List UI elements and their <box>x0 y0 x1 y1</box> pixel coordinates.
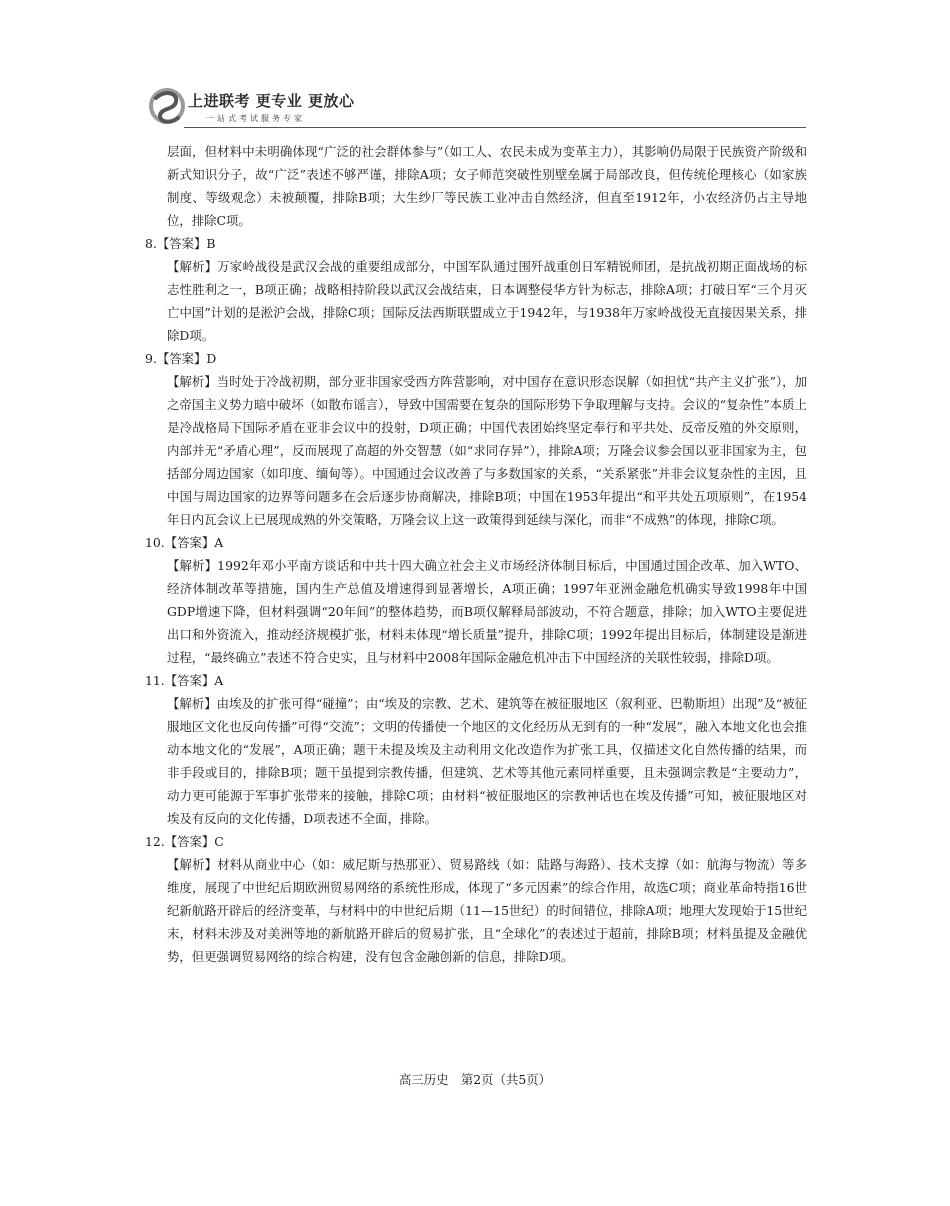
answer-line: 10.【答案】A <box>145 535 224 550</box>
analysis-paragraph: 【解析】材料从商业中心（如：威尼斯与热那亚）、贸易路线（如：陆路与海路）、技术支撑（如：航海与物流）等多维度，展现了中世纪后期欧洲贸易网络的系统性形成，体现了“多元因素”的综合作用，故选C项；商业革命特指16世纪新航路开辟后的经济变革，与材料中的中世纪后期（11—15世纪）的时间错位，排除A项；地理大发现始于15世纪末，材料未涉及对美洲等地的新航路开辟后的贸易扩张，且“全球化”的表述过于超前，排除B项；材料虽提及金融优势，但更强调贸易网络的综合构建，没有包含金融创新的信息，排除D项。 <box>167 857 807 964</box>
page-header <box>148 82 808 132</box>
question-12 <box>145 830 807 968</box>
question-9 <box>145 347 807 531</box>
intro-paragraph: 层面，但材料中未明确体现“广泛的社会群体参与”（如工人、农民未成为变革主力），其影响仍局限于民族资产阶级和新式知识分子，故“广泛”表述不够严谨，排除A项；女子师范突破性别壁垒属于局部改良，但传统伦理核心（如家族制度、等级观念）未被颠覆，排除B项；大生纱厂等民族工业冲击自然经济，但直至1912年，小农经济仍占主导地位，排除C项。 <box>167 144 807 228</box>
analysis-paragraph: 【解析】由埃及的扩张可得“碰撞”；由“埃及的宗教、艺术、建筑等在被征服地区（叙利亚、巴勒斯坦）出现”及“被征服地区文化也反向传播”可得“交流”；文明的传播使一个地区的文化经历从无到有的一种“发展”，融入本地文化也会推动本地文化的“发展”，A项正确；题干未提及埃及主动利用文化改造作为扩张工具，仅描述文化自然传播的结果，而非手段或目的，排除B项；题干虽提到宗教传播，但建筑、艺术等其他元素同样重要，且未强调宗教是“主要动力”，动力更可能源于军事扩张带来的接触，排除C项；由材料“被征服地区的宗教神话也在埃及传播”可知，被征服地区对埃及有反向的文化传播，D项表述不全面，排除。 <box>167 696 807 826</box>
answer-content <box>145 140 807 968</box>
answer-line: 12.【答案】C <box>145 834 224 849</box>
page-footer: 高三历史 第2页（共5页） <box>398 1072 552 1087</box>
logo-icon <box>148 84 186 128</box>
analysis-paragraph: 【解析】当时处于冷战初期，部分亚非国家受西方阵营影响，对中国存在意识形态误解（如担忧“共产主义扩张”），加之帝国主义势力暗中破坏（如散布谣言），导致中国需要在复杂的国际形势下争取理解与支持。会议的“复杂性”本质上是冷战格局下国际矛盾在亚非会议中的投射，D项正确；中国代表团始终坚定奉行和平共处、反帝反殖的外交原则，内部并无“矛盾心理”，反而展现了高超的外交智慧（如“求同存异”），排除A项；万隆会议参会国以亚非国家为主，包括部分周边国家（如印度、缅甸等）。中国通过会议改善了与多数国家的关系，“关系紧张”并非会议复杂性的主因，且中国与周边国家的边界等问题多在会后逐步协商解决，排除B项；中国在1953年提出“和平共处五项原则”，在1954年日内瓦会议上已展现成熟的外交策略，万隆会议上这一政策得到延续与深化，而非“不成熟”的体现，排除C项。 <box>167 374 807 527</box>
brand-subslogan: 一站式考试服务专家 <box>206 114 305 123</box>
header-divider <box>184 127 806 128</box>
answer-line: 8.【答案】B <box>145 236 216 251</box>
question-11 <box>145 669 807 830</box>
brand-slogan: 上进联考 更专业 更放心 <box>188 92 355 110</box>
answer-line: 11.【答案】A <box>145 673 224 688</box>
answer-line: 9.【答案】D <box>145 351 217 366</box>
analysis-paragraph: 【解析】万家岭战役是武汉会战的重要组成部分，中国军队通过围歼战重创日军精锐师团，是抗战初期正面战场的标志性胜利之一，B项正确；战略相持阶段以武汉会战结束，日本调整侵华方针为标志，排除A项；打破日军“三个月灭亡中国”计划的是淞沪会战，排除C项；国际反法西斯联盟成立于1942年，与1938年万家岭战役无直接因果关系，排除D项。 <box>167 259 807 343</box>
analysis-paragraph: 【解析】1992年邓小平南方谈话和中共十四大确立社会主义市场经济体制目标后，中国通过国企改革、加入WTO、经济体制改革等措施，国内生产总值及增速得到显著增长，A项正确；1997年亚洲金融危机确实导致1998年中国GDP增速下降，但材料强调“20年间”的整体趋势，而B项仅解释局部波动，不符合题意，排除；加入WTO主要促进出口和外资流入，推动经济规模扩张，材料未体现“增长质量”提升，排除C项；1992年提出目标后，体制建设是渐进过程，“最终确立”表述不符合史实，且与材料中2008年国际金融危机冲击下中国经济的关联性较弱，排除D项。 <box>167 558 807 665</box>
question-10 <box>145 531 807 669</box>
question-8 <box>145 232 807 347</box>
